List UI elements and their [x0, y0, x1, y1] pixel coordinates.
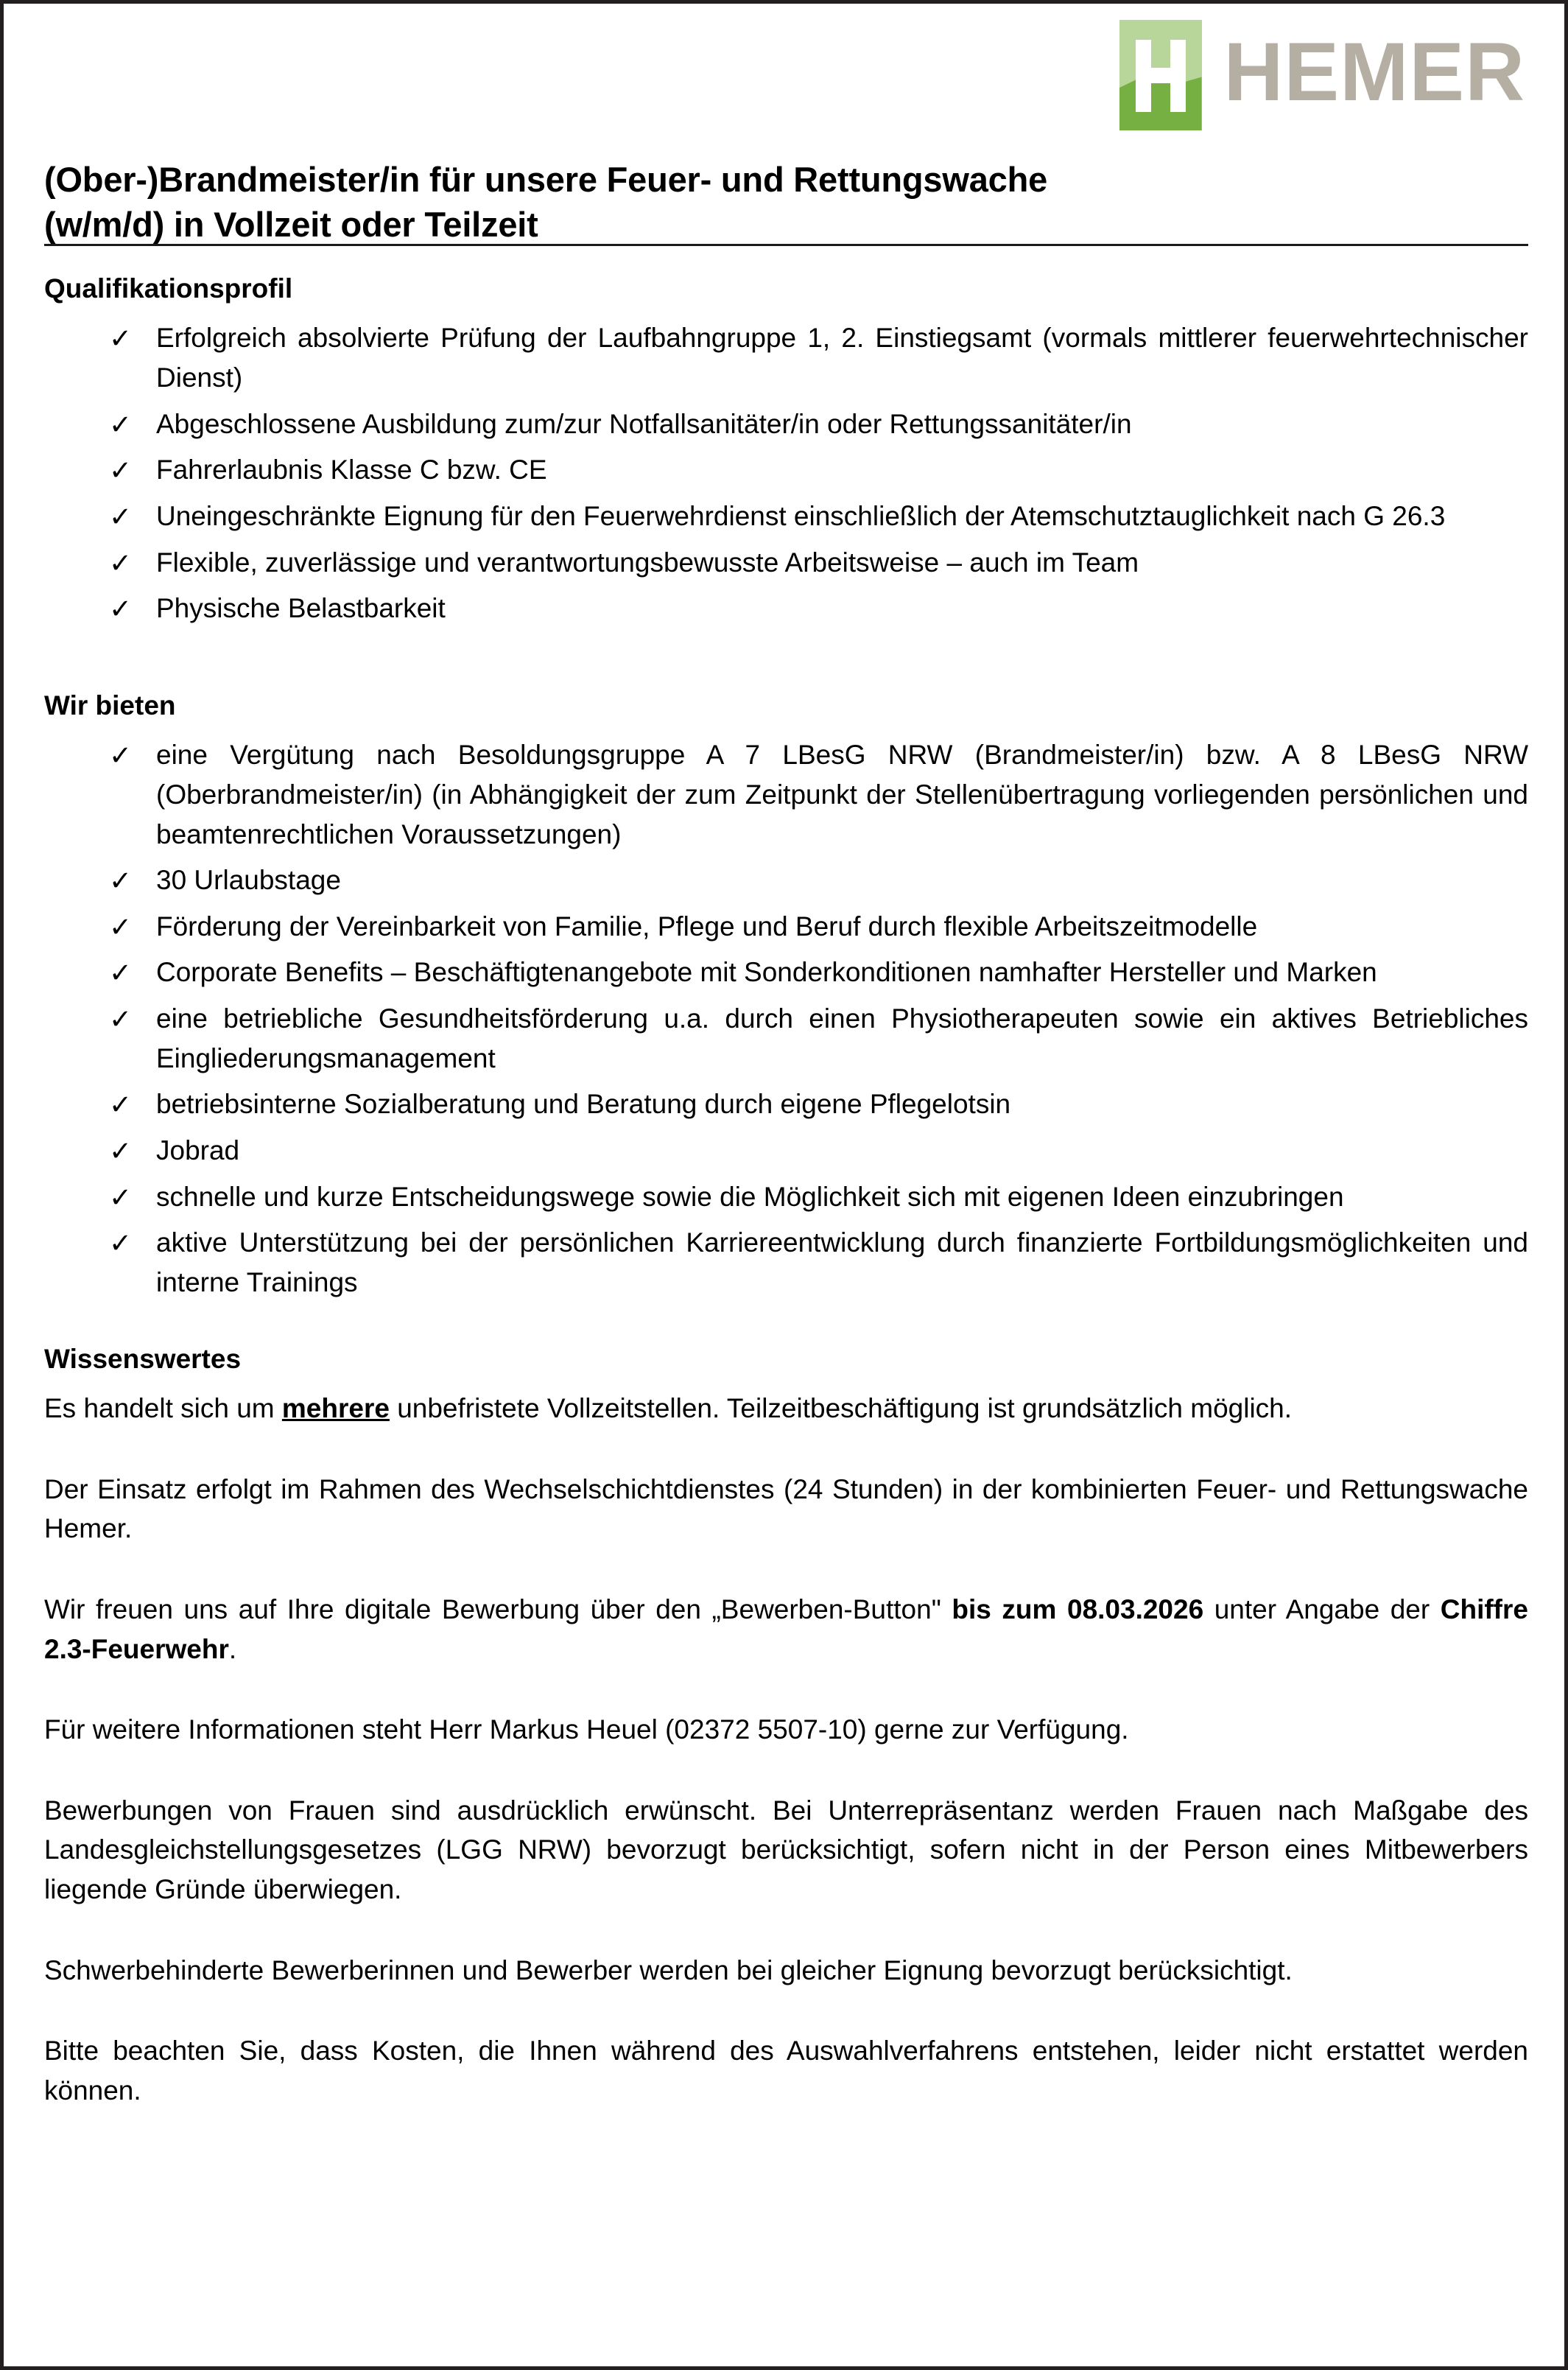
- list-item-text: Erfolgreich absolvierte Prüfung der Laufbahngruppe 1, 2. Einstiegsamt (vormals mittlerer feuerwehrtechnischer Dienst): [156, 323, 1528, 393]
- notes-paragraph-positions: [44, 1389, 1528, 1428]
- check-icon: ✓: [109, 594, 133, 625]
- check-icon: ✓: [109, 455, 133, 486]
- hemer-wordmark: HEMER: [1223, 26, 1525, 118]
- list-item-text: 30 Urlaubstage: [156, 865, 341, 896]
- list-item: [44, 589, 1528, 628]
- application-reference-code: Chiffre 2.3-Feuerwehr: [44, 1594, 1528, 1664]
- check-icon: ✓: [109, 1136, 133, 1167]
- list-item-text: eine betriebliche Gesundheitsförderung u.a. durch einen Physiotherapeuten sowie ein aktives Betriebliches Eingliederungsmanagement: [156, 1003, 1528, 1073]
- check-icon: ✓: [109, 1228, 133, 1259]
- notes-paragraph-application: [44, 1590, 1528, 1669]
- document-body: [44, 273, 1528, 2111]
- list-item: [44, 1084, 1528, 1124]
- qualification-list: [44, 318, 1528, 628]
- notes-p1-emphasis: mehrere: [281, 1392, 390, 1423]
- application-intro: Wir freuen uns auf Ihre digitale Bewerbung über den „Bewerben-Button": [44, 1594, 952, 1624]
- list-item-text: Jobrad: [156, 1135, 240, 1166]
- notes-paragraph-women: Bewerbungen von Frauen sind ausdrücklich erwünscht. Bei Unterrepräsentanz werden Frauen nach Maßgabe des Landesgleichstellungsgesetzes (LGG NRW) bevorzugt berücksichtigt, sofern nicht in der Person eines Mitbewerbers liegende Gründe überwiegen.: [44, 1795, 1528, 1905]
- list-item-text: Abgeschlossene Ausbildung zum/zur Notfallsanitäter/in oder Rettungssanitäter/in: [156, 408, 1132, 439]
- notes-paragraph-shift: Der Einsatz erfolgt im Rahmen des Wechselschichtdienstes (24 Stunden) in der kombinierten Feuer- und Rettungswache Hemer.: [44, 1473, 1528, 1544]
- check-icon: ✓: [109, 409, 133, 440]
- hemer-logo: [1119, 20, 1525, 130]
- list-item: [44, 907, 1528, 947]
- list-item-text: aktive Unterstützung bei der persönlichen Karriereentwicklung durch finanzierte Fortbildungsmöglichkeiten und interne Trainings: [156, 1227, 1528, 1297]
- list-item: [44, 450, 1528, 490]
- application-deadline: bis zum 08.03.2026: [952, 1594, 1204, 1624]
- section-heading-notes: Wissenswertes: [44, 1343, 242, 1374]
- list-item: [44, 953, 1528, 992]
- list-item-text: betriebsinterne Sozialberatung und Beratung durch eigene Pflegelotsin: [156, 1089, 1011, 1120]
- check-icon: ✓: [109, 547, 133, 578]
- section-heading-qualification: Qualifikationsprofil: [44, 273, 293, 304]
- list-item: [44, 860, 1528, 900]
- list-item: [44, 543, 1528, 583]
- application-reference-intro: unter Angabe der: [1203, 1594, 1441, 1624]
- check-icon: ✓: [109, 958, 133, 989]
- notes-paragraph-contact: Für weitere Informationen steht Herr Markus Heuel (02372 5507-10) gerne zur Verfügung.: [44, 1714, 1129, 1745]
- list-item-text: Corporate Benefits – Beschäftigtenangebote mit Sonderkonditionen namhafter Hersteller und Marken: [156, 957, 1377, 988]
- application-period: .: [228, 1633, 237, 1664]
- list-item: [44, 1223, 1528, 1302]
- check-icon: ✓: [109, 866, 133, 897]
- notes-p1-before: Es handelt sich um: [44, 1392, 282, 1423]
- check-icon: ✓: [109, 740, 133, 771]
- list-item-text: Fahrerlaubnis Klasse C bzw. CE: [156, 455, 547, 485]
- list-item: [44, 735, 1528, 854]
- check-icon: ✓: [109, 1004, 133, 1035]
- list-item: [44, 404, 1528, 444]
- list-item-text: eine Vergütung nach Besoldungsgruppe A 7 LBesG NRW (Brandmeister/in) bzw. A 8 LBesG NRW (Oberbrandmeister/in) (in Abhängigkeit der zum Zeitpunkt der Stellenübertragung vorliegenden persönlichen und beamtenrechtlichen Voraussetzungen): [156, 740, 1528, 849]
- list-item-text: Physische Belastbarkeit: [156, 593, 446, 624]
- notes-p1-after: unbefristete Vollzeitstellen. Teilzeitbeschäftigung ist grundsätzlich möglich.: [389, 1392, 1293, 1423]
- notes-paragraph-disability: Schwerbehinderte Bewerberinnen und Bewerber werden bei gleicher Eignung bevorzugt berücksichtigt.: [44, 1954, 1293, 1985]
- check-icon: ✓: [109, 911, 133, 942]
- list-item-text: Förderung der Vereinbarkeit von Familie, Pflege und Beruf durch flexible Arbeitszeitmodelle: [156, 911, 1258, 942]
- list-item: [44, 318, 1528, 397]
- section-heading-offer: Wir bieten: [44, 690, 176, 721]
- list-item: [44, 999, 1528, 1078]
- title-divider: [44, 244, 1528, 246]
- list-item: [44, 1131, 1528, 1171]
- check-icon: ✓: [109, 1090, 133, 1121]
- list-item: [44, 1177, 1528, 1217]
- check-icon: ✓: [109, 323, 133, 354]
- check-icon: ✓: [109, 1182, 133, 1213]
- check-icon: ✓: [109, 501, 133, 532]
- logo-h-monogram: [1136, 40, 1186, 112]
- offer-list: [44, 735, 1528, 1302]
- list-item-text: Uneingeschränkte Eignung für den Feuerwehrdienst einschließlich der Atemschutztauglichkeit nach G 26.3: [156, 500, 1446, 531]
- hemer-logo-mark-icon: [1119, 20, 1202, 130]
- list-item-text: Flexible, zuverlässige und verantwortungsbewusste Arbeitsweise – auch im Team: [156, 547, 1139, 578]
- notes-paragraph-costs: Bitte beachten Sie, dass Kosten, die Ihnen während des Auswahlverfahrens entstehen, leider nicht erstattet werden können.: [44, 2036, 1528, 2106]
- page-title: (Ober-)Brandmeister/in für unsere Feuer- und Rettungswache (w/m/d) in Vollzeit oder Teilzeit: [44, 160, 1048, 244]
- list-item: [44, 497, 1528, 536]
- list-item-text: schnelle und kurze Entscheidungswege sowie die Möglichkeit sich mit eigenen Ideen einzubringen: [156, 1181, 1344, 1212]
